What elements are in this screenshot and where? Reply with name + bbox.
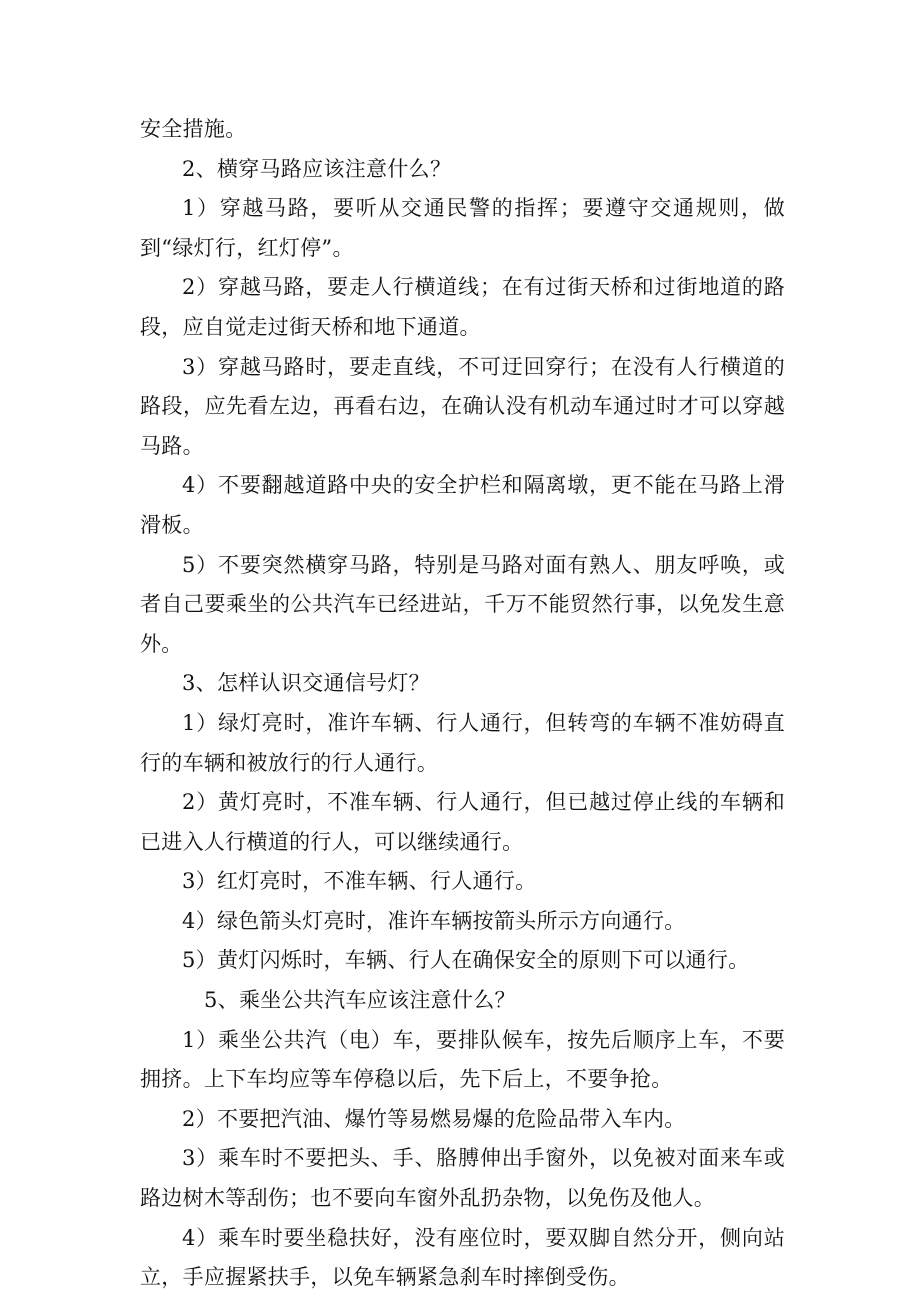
traffic-light-item-3: 3）红灯亮时，不准车辆、行人通行。 [182, 869, 537, 894]
traffic-light-item-4: 4）绿色箭头灯亮时，准许车辆按箭头所示方向通行。 [182, 908, 686, 933]
bus-item-4: 4）乘车时要坐稳扶好，没有座位时，要双脚自然分开，侧向站立，手应握紧扶手，以免车辆紧急刹车时摔倒受伤。 [140, 1225, 785, 1290]
section-heading-bus: 5、乘坐公共汽车应该注意什么？ [204, 988, 516, 1013]
crossing-item-4: 4）不要翻越道路中央的安全护栏和隔离墩，更不能在马路上滑滑板。 [140, 473, 785, 537]
continuation-paragraph: 安全措施。 [140, 117, 247, 141]
document-body [140, 110, 785, 1298]
crossing-item-2: 2）穿越马路，要走人行横道线；在有过街天桥和过街地道的路段，应自觉走过街天桥和地下通道。 [140, 275, 785, 339]
traffic-light-item-5: 5）黄灯闪烁时，车辆、行人在确保安全的原则下可以通行。 [182, 948, 750, 973]
crossing-item-3: 3）穿越马路时，要走直线，不可迂回穿行；在没有人行横道的路段，应先看左边，再看右边，在确认没有机动车通过时才可以穿越马路。 [140, 354, 785, 458]
crossing-item-1: 1）穿越马路，要听从交通民警的指挥；要遵守交通规则，做到“绿灯行，红灯停”。 [140, 196, 785, 260]
traffic-light-item-1: 1）绿灯亮时，准许车辆、行人通行，但转弯的车辆不准妨碍直行的车辆和被放行的行人通行。 [140, 710, 785, 775]
section-heading-traffic-lights: 3、怎样认识交通信号灯？ [182, 671, 430, 696]
traffic-light-item-2: 2）黄灯亮时，不准车辆、行人通行，但已越过停止线的车辆和已进入人行横道的行人，可以继续通行。 [140, 790, 785, 854]
bus-item-2: 2）不要把汽油、爆竹等易燃易爆的危险品带入车内。 [182, 1106, 686, 1131]
bus-item-1: 1）乘坐公共汽（电）车，要排队候车，按先后顺序上车，不要拥挤。上下车均应等车停稳以后，先下后上，不要争抢。 [140, 1027, 785, 1092]
section-heading-crossing-road: 2、横穿马路应该注意什么？ [182, 156, 452, 181]
bus-item-3: 3）乘车时不要把头、手、胳膊伸出手窗外，以免被对面来车或路边树木等刮伤；也不要向车窗外乱扔杂物，以免伤及他人。 [140, 1146, 785, 1211]
crossing-item-5: 5）不要突然横穿马路，特别是马路对面有熟人、朋友呼唤，或者自己要乘坐的公共汽车已经进站，千万不能贸然行事，以免发生意外。 [140, 552, 785, 656]
